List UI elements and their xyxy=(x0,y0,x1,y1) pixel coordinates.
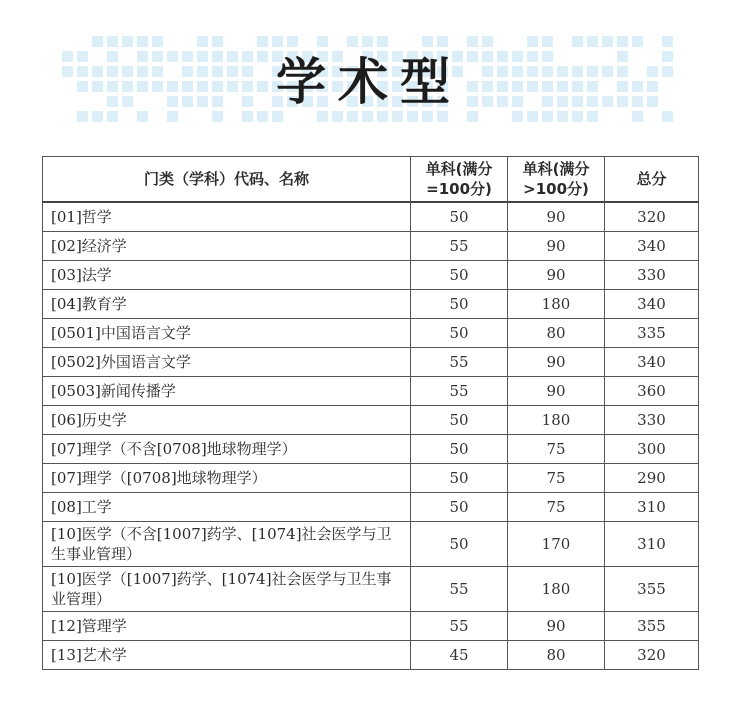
single-100-score: 55 xyxy=(411,348,508,377)
banner-square xyxy=(392,111,403,122)
discipline-name: [07]理学（[0708]地球物理学） xyxy=(43,464,411,493)
single-over-100-score: 90 xyxy=(508,377,605,406)
discipline-name: [10]医学（不含[1007]药学、[1074]社会医学与卫生事业管理） xyxy=(43,522,411,567)
banner-square xyxy=(212,111,223,122)
single-100-score: 50 xyxy=(411,522,508,567)
banner-square xyxy=(212,36,223,47)
single-100-score: 55 xyxy=(411,567,508,612)
single-over-100-score: 180 xyxy=(508,567,605,612)
table-row xyxy=(43,641,699,670)
table-row xyxy=(43,612,699,641)
single-100-score: 45 xyxy=(411,641,508,670)
total-score: 310 xyxy=(605,493,699,522)
discipline-name: [07]理学（不含[0708]地球物理学） xyxy=(43,435,411,464)
total-score: 355 xyxy=(605,567,699,612)
banner-square xyxy=(152,36,163,47)
banner-square xyxy=(347,111,358,122)
single-100-score: 50 xyxy=(411,261,508,290)
single-100-score: 50 xyxy=(411,464,508,493)
single-over-100-score: 90 xyxy=(508,232,605,261)
discipline-name: [12]管理学 xyxy=(43,612,411,641)
header-discipline: 门类（学科）代码、名称 xyxy=(43,157,411,203)
banner-square xyxy=(107,36,118,47)
header-total: 总分 xyxy=(605,157,699,203)
banner-square xyxy=(662,36,673,47)
total-score: 320 xyxy=(605,202,699,232)
banner-square xyxy=(482,36,493,47)
banner-square xyxy=(617,36,628,47)
banner-square xyxy=(137,36,148,47)
table-row xyxy=(43,290,699,319)
table-row xyxy=(43,232,699,261)
single-100-score: 55 xyxy=(411,232,508,261)
table-row xyxy=(43,464,699,493)
banner-square xyxy=(527,36,538,47)
single-over-100-score: 80 xyxy=(508,641,605,670)
banner-square xyxy=(467,36,478,47)
banner-square xyxy=(512,111,523,122)
total-score: 355 xyxy=(605,612,699,641)
total-score: 320 xyxy=(605,641,699,670)
banner-square xyxy=(587,36,598,47)
banner-square xyxy=(362,111,373,122)
banner-square xyxy=(92,111,103,122)
banner-square xyxy=(557,111,568,122)
banner-square xyxy=(572,36,583,47)
total-score: 310 xyxy=(605,522,699,567)
discipline-name: [0501]中国语言文学 xyxy=(43,319,411,348)
discipline-name: [10]医学（[1007]药学、[1074]社会医学与卫生事业管理） xyxy=(43,567,411,612)
table-row xyxy=(43,567,699,612)
total-score: 290 xyxy=(605,464,699,493)
single-100-score: 50 xyxy=(411,319,508,348)
banner-square xyxy=(197,36,208,47)
banner-square xyxy=(407,111,418,122)
single-100-score: 55 xyxy=(411,612,508,641)
banner-square xyxy=(317,111,328,122)
single-over-100-score: 75 xyxy=(508,464,605,493)
banner-square xyxy=(467,111,478,122)
banner-square xyxy=(332,111,343,122)
banner-square xyxy=(77,111,88,122)
table-row xyxy=(43,406,699,435)
banner-square xyxy=(242,111,253,122)
total-score: 340 xyxy=(605,232,699,261)
banner-square xyxy=(362,36,373,47)
banner-square xyxy=(92,36,103,47)
banner-square xyxy=(107,111,118,122)
banner-square xyxy=(272,111,283,122)
table-row xyxy=(43,319,699,348)
banner-square xyxy=(377,111,388,122)
single-over-100-score: 180 xyxy=(508,290,605,319)
banner-square xyxy=(422,36,433,47)
banner-square xyxy=(437,111,448,122)
single-over-100-score: 90 xyxy=(508,261,605,290)
banner-square xyxy=(257,111,268,122)
banner-square xyxy=(317,36,328,47)
table-row xyxy=(43,522,699,567)
discipline-name: [13]艺术学 xyxy=(43,641,411,670)
banner-square xyxy=(437,36,448,47)
total-score: 330 xyxy=(605,406,699,435)
single-100-score: 50 xyxy=(411,202,508,232)
banner-square xyxy=(122,36,133,47)
banner-square xyxy=(542,111,553,122)
total-score: 330 xyxy=(605,261,699,290)
banner-square xyxy=(287,36,298,47)
banner-square xyxy=(632,111,643,122)
single-100-score: 50 xyxy=(411,435,508,464)
single-over-100-score: 180 xyxy=(508,406,605,435)
header-single-100: 单科(满分=100分) xyxy=(411,157,508,203)
single-over-100-score: 80 xyxy=(508,319,605,348)
banner-square xyxy=(632,36,643,47)
single-100-score: 50 xyxy=(411,493,508,522)
banner-square xyxy=(542,36,553,47)
total-score: 300 xyxy=(605,435,699,464)
discipline-name: [08]工学 xyxy=(43,493,411,522)
banner-square xyxy=(587,111,598,122)
banner-square xyxy=(572,111,583,122)
table-row xyxy=(43,435,699,464)
banner-square xyxy=(422,111,433,122)
single-over-100-score: 90 xyxy=(508,202,605,232)
table-row xyxy=(43,261,699,290)
table-row xyxy=(43,377,699,406)
total-score: 360 xyxy=(605,377,699,406)
total-score: 340 xyxy=(605,290,699,319)
single-100-score: 50 xyxy=(411,406,508,435)
banner-square xyxy=(602,36,613,47)
banner-square xyxy=(257,36,268,47)
single-over-100-score: 90 xyxy=(508,348,605,377)
banner-square xyxy=(377,36,388,47)
discipline-name: [01]哲学 xyxy=(43,202,411,232)
single-over-100-score: 75 xyxy=(508,493,605,522)
header-single-over-100: 单科(满分>100分) xyxy=(508,157,605,203)
discipline-name: [04]教育学 xyxy=(43,290,411,319)
discipline-name: [03]法学 xyxy=(43,261,411,290)
total-score: 335 xyxy=(605,319,699,348)
banner-square xyxy=(167,111,178,122)
discipline-name: [06]历史学 xyxy=(43,406,411,435)
discipline-name: [0502]外国语言文学 xyxy=(43,348,411,377)
single-100-score: 50 xyxy=(411,290,508,319)
single-over-100-score: 75 xyxy=(508,435,605,464)
table-row xyxy=(43,493,699,522)
table-row xyxy=(43,348,699,377)
total-score: 340 xyxy=(605,348,699,377)
banner-square xyxy=(347,36,358,47)
discipline-name: [02]经济学 xyxy=(43,232,411,261)
banner-square xyxy=(662,111,673,122)
table-row xyxy=(43,202,699,232)
banner-square xyxy=(527,111,538,122)
discipline-name: [0503]新闻传播学 xyxy=(43,377,411,406)
page-title: 学术型 xyxy=(276,53,462,111)
table-header-row xyxy=(43,157,699,203)
score-table xyxy=(42,156,699,670)
single-over-100-score: 90 xyxy=(508,612,605,641)
single-over-100-score: 170 xyxy=(508,522,605,567)
single-100-score: 55 xyxy=(411,377,508,406)
banner-square xyxy=(137,111,148,122)
banner-square xyxy=(272,36,283,47)
